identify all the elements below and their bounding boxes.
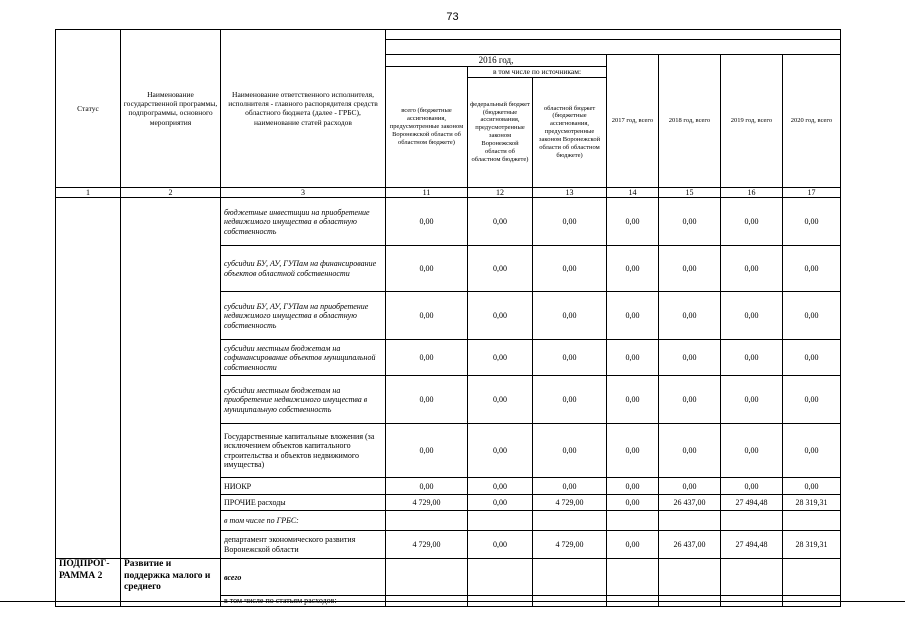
table-cell: 0,00 <box>533 246 607 292</box>
table-cell: 4 729,00 <box>533 495 607 511</box>
col-num-14: 14 <box>607 187 659 198</box>
table-cell <box>607 511 659 531</box>
table-cell: 0,00 <box>533 376 607 424</box>
table-cell: 0,00 <box>783 424 841 478</box>
table-cell: 0,00 <box>607 340 659 376</box>
table-cell: 0,00 <box>533 478 607 495</box>
table-cell <box>721 511 783 531</box>
table-cell: 26 437,00 <box>659 495 721 511</box>
col-num-12: 12 <box>468 187 533 198</box>
table-cell: 0,00 <box>721 246 783 292</box>
col-num-3: 3 <box>221 187 386 198</box>
table-row-name: в том числе по ГРБС: <box>221 511 386 531</box>
table-cell: 0,00 <box>607 376 659 424</box>
table-cell: 0,00 <box>721 292 783 340</box>
table-cell: 0,00 <box>659 246 721 292</box>
subprogram-status: ПОДПРОГ-РАММА 2 <box>56 559 121 607</box>
table-cell: 0,00 <box>386 376 468 424</box>
table-cell: 0,00 <box>533 424 607 478</box>
table-cell: 0,00 <box>607 246 659 292</box>
subprogram-by-articles: в том числе по статьям расходов: <box>221 596 386 607</box>
header-blank-mid <box>386 40 841 55</box>
table-cell: 28 319,31 <box>783 531 841 559</box>
table-cell: 0,00 <box>659 340 721 376</box>
table-cell <box>659 511 721 531</box>
header-federal: федеральный бюджет (бюджетные ассигнования, предусмотренные законом Воронежской области об областном бюджете) <box>468 77 533 187</box>
budget-table <box>55 29 841 607</box>
table-cell: 0,00 <box>468 246 533 292</box>
table-cell: 0,00 <box>607 292 659 340</box>
program-cell-empty <box>121 198 221 559</box>
table-cell <box>607 559 659 596</box>
table-cell: 26 437,00 <box>659 531 721 559</box>
table-cell: 0,00 <box>468 340 533 376</box>
header-2020: 2020 год, всего <box>783 55 841 188</box>
header-total-budget: всего (бюджетные ассигнования, предусмотренные законом Воронежской области об областном бюджете) <box>386 66 468 187</box>
table-cell: 0,00 <box>659 198 721 246</box>
header-blank-top <box>386 30 841 40</box>
col-num-11: 11 <box>386 187 468 198</box>
table-cell: 0,00 <box>659 478 721 495</box>
table-cell: 4 729,00 <box>386 531 468 559</box>
header-2017: 2017 год, всего <box>607 55 659 188</box>
table-cell: 0,00 <box>468 292 533 340</box>
table-cell <box>468 511 533 531</box>
table-cell: 0,00 <box>533 292 607 340</box>
table-cell: 0,00 <box>386 198 468 246</box>
table-cell: 0,00 <box>468 376 533 424</box>
table-cell <box>468 559 533 596</box>
table-cell <box>659 559 721 596</box>
table-cell: 0,00 <box>783 340 841 376</box>
table-row-name: ПРОЧИЕ расходы <box>221 495 386 511</box>
subprogram-name: Развитие и поддержка малого и среднего <box>121 559 221 607</box>
table-cell: 27 494,48 <box>721 531 783 559</box>
table-cell: 0,00 <box>783 292 841 340</box>
table-cell: 4 729,00 <box>533 531 607 559</box>
page-number: 73 <box>446 11 459 23</box>
table-cell: 4 729,00 <box>386 495 468 511</box>
page-cut-line <box>0 601 905 602</box>
table-cell: 0,00 <box>533 340 607 376</box>
header-regional: областной бюджет (бюджетные ассигнования, предусмотренные законом Воронежской области об областном бюджете) <box>533 77 607 187</box>
subprogram-total-label: всего <box>221 559 386 596</box>
table-cell: 28 319,31 <box>783 495 841 511</box>
table-row-name: НИОКР <box>221 478 386 495</box>
header-executor: Наименование ответственного исполнителя, исполнителя - главного распорядителя средств областного бюджета (далее - ГРБС), наименование статей расходов <box>221 30 386 188</box>
table-cell: 0,00 <box>659 376 721 424</box>
table-cell: 0,00 <box>783 376 841 424</box>
table-cell: 0,00 <box>468 198 533 246</box>
table-cell: 0,00 <box>783 478 841 495</box>
table-cell: 0,00 <box>386 246 468 292</box>
table-cell: 0,00 <box>386 340 468 376</box>
table-cell: 0,00 <box>721 424 783 478</box>
col-num-13: 13 <box>533 187 607 198</box>
col-num-2: 2 <box>121 187 221 198</box>
table-cell: 0,00 <box>468 531 533 559</box>
table-row-name: бюджетные инвестиции на приобретение недвижимого имущества в областную собственность <box>221 198 386 246</box>
table-cell: 0,00 <box>607 495 659 511</box>
table-cell: 0,00 <box>607 424 659 478</box>
table-cell: 0,00 <box>721 376 783 424</box>
header-in-sources: в том числе по источникам: <box>468 66 607 77</box>
header-2018: 2018 год, всего <box>659 55 721 188</box>
table-cell: 0,00 <box>468 478 533 495</box>
table-cell: 0,00 <box>721 198 783 246</box>
col-num-17: 17 <box>783 187 841 198</box>
table-cell: 0,00 <box>721 340 783 376</box>
table-cell: 0,00 <box>659 424 721 478</box>
table-cell: 27 494,48 <box>721 495 783 511</box>
table-row-name: субсидии БУ, АУ, ГУПам на финансирование объектов областной собственности <box>221 246 386 292</box>
table-cell: 0,00 <box>783 198 841 246</box>
table-row-name: Государственные капитальные вложения (за исключением объектов капитального строительства и объектов недвижимого имущества) <box>221 424 386 478</box>
header-year-2016: 2016 год, <box>386 55 607 67</box>
table-cell: 0,00 <box>607 478 659 495</box>
table-row-name: субсидии местным бюджетам на софинансирование объектов муниципальной собственности <box>221 340 386 376</box>
table-cell: 0,00 <box>468 495 533 511</box>
col-num-1: 1 <box>56 187 121 198</box>
table-cell: 0,00 <box>721 478 783 495</box>
header-2019: 2019 год, всего <box>721 55 783 188</box>
table-cell <box>533 559 607 596</box>
col-num-16: 16 <box>721 187 783 198</box>
table-cell <box>386 559 468 596</box>
header-status: Статус <box>56 30 121 188</box>
table-cell <box>386 511 468 531</box>
table-cell <box>783 511 841 531</box>
table-cell: 0,00 <box>607 198 659 246</box>
table-row-name: субсидии БУ, АУ, ГУПам на приобретение недвижимого имущества в областную собственность <box>221 292 386 340</box>
table-cell: 0,00 <box>659 292 721 340</box>
table-cell <box>721 559 783 596</box>
table-cell: 0,00 <box>468 424 533 478</box>
table-cell: 0,00 <box>783 246 841 292</box>
table-row-name: департамент экономического развития Воронежской области <box>221 531 386 559</box>
table-cell <box>783 559 841 596</box>
status-cell-empty <box>56 198 121 559</box>
table-cell: 0,00 <box>386 424 468 478</box>
header-program: Наименование государственной программы, подпрограммы, основного мероприятия <box>121 30 221 188</box>
table-cell <box>533 511 607 531</box>
table-cell: 0,00 <box>533 198 607 246</box>
table-cell: 0,00 <box>386 478 468 495</box>
col-num-15: 15 <box>659 187 721 198</box>
table-cell: 0,00 <box>386 292 468 340</box>
table-cell: 0,00 <box>607 531 659 559</box>
table-row-name: субсидии местным бюджетам на приобретение недвижимого имущества в муниципальную собственность <box>221 376 386 424</box>
